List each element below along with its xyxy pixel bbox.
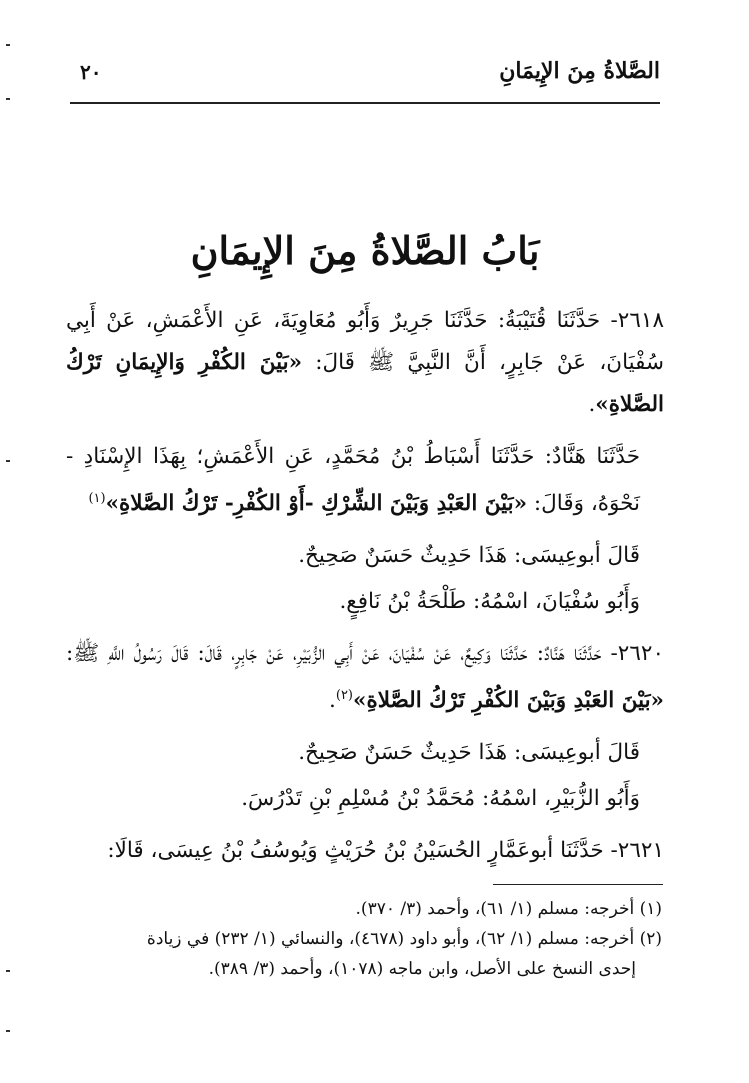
hadith-2620-end: . — [329, 688, 336, 714]
hadith-2620-text: ٢٦٢٠- حَدَّثَنَا هَنَّادٌ: حَدَّثَنَا وَكِيعٌ، عَنْ سُفْيَانَ، عَنْ أَبِي الزُّبَيْرِ، عَنْ جَابِرٍ، قَالَ: قَالَ رَسُولُ اللَّهِ ﷺ: — [66, 641, 664, 667]
body-text — [66, 300, 664, 872]
hadith-2621: ٢٦٢١- حَدَّثَنَا أبوعَمَّارٍ الحُسَيْنُ بْنُ حُرَيْثٍ وَيُوسُفُ بْنُ عِيسَى، قَالَا: — [107, 838, 664, 864]
hadith-2618-text: ٢٦١٨- حَدَّثَنَا قُتَيْبَةُ: حَدَّثَنَا جَرِيرٌ وَأَبُو مُعَاوِيَةَ، عَنِ الأَعْمَشِ، عَنْ أَبِي سُفْيَانَ، عَنْ جَابِرٍ، أَنَّ النَّبِيَّ ﷺ قَالَ: — [66, 308, 664, 375]
footnote-separator — [493, 884, 663, 885]
footnote-2-line-1: (٢) أخرجه: مسلم (١/ ٦٢)، وأبو داود (٤٦٧٨)، والنسائي (١/ ٢٣٢) في زيادة — [146, 929, 662, 949]
footnote-2-line-2: إحدى النسخ على الأصل، وابن ماجه (١٠٧٨)، وأحمد (٣/ ٣٨٩). — [208, 959, 636, 979]
margin-mark — [6, 460, 10, 462]
hadith-2618 — [66, 300, 664, 426]
hadith-2620 — [66, 633, 664, 722]
chapter-title: بَابُ الصَّلاةُ مِنَ الإِيمَانِ — [190, 228, 540, 273]
hadith-2618-quote: «بَيْنَ الكُفْرِ وَالإِيمَانِ تَرْكُ الصَّلاةِ» — [66, 350, 664, 417]
narrator-note-1: وَأَبُو سُفْيَانَ، اسْمُهُ: طَلْحَةُ بْنُ نَافِعٍ. — [339, 589, 640, 615]
grading-2: قَالَ أبوعِيسَى: هَذَا حَدِيثٌ حَسَنٌ صَحِيحٌ. — [298, 740, 640, 766]
margin-mark — [6, 1030, 10, 1032]
margin-mark — [6, 98, 10, 100]
running-title: الصَّلاةُ مِنَ الإِيمَانِ — [499, 58, 660, 84]
footnotes — [82, 894, 662, 984]
narrator-note-2: وَأَبُو الزُّبَيْرِ، اسْمُهُ: مُحَمَّدُ بْنُ مُسْلِمِ بْنِ تَدْرُسَ. — [241, 786, 640, 812]
footnote-ref-1: (١) — [88, 491, 106, 506]
grading-1: قَالَ أبوعِيسَى: هَذَا حَدِيثٌ حَسَنٌ صَحِيحٌ. — [298, 543, 640, 569]
hadith-2619-quote: «بَيْنَ العَبْدِ وَبَيْنَ الشِّرْكِ -أَوْ الكُفْرِ- تَرْكُ الصَّلاةِ» — [105, 491, 528, 517]
hadith-2619-text: حَدَّثَنَا هَنَّادٌ: حَدَّثَنَا أَسْبَاطُ بْنُ مُحَمَّدٍ، عَنِ الأَعْمَشِ؛ بِهَذَا الإِسْنَادِ - نَحْوَهُ، وَقَالَ: — [66, 444, 640, 517]
hadith-2619 — [66, 436, 664, 525]
margin-mark — [6, 44, 10, 46]
hadith-2620-quote: «بَيْنَ العَبْدِ وَبَيْنَ الكُفْرِ تَرْكُ الصَّلاةِ» — [353, 688, 664, 714]
footnote-1: (١) أخرجه: مسلم (١/ ٦١)، وأحمد (٣/ ٣٧٠). — [355, 899, 662, 919]
page-header — [70, 56, 660, 104]
hadith-2618-end: . — [588, 392, 596, 417]
page-number: ٢٠ — [80, 60, 102, 84]
footnote-ref-2: (٢) — [335, 688, 353, 704]
margin-mark — [6, 970, 10, 972]
